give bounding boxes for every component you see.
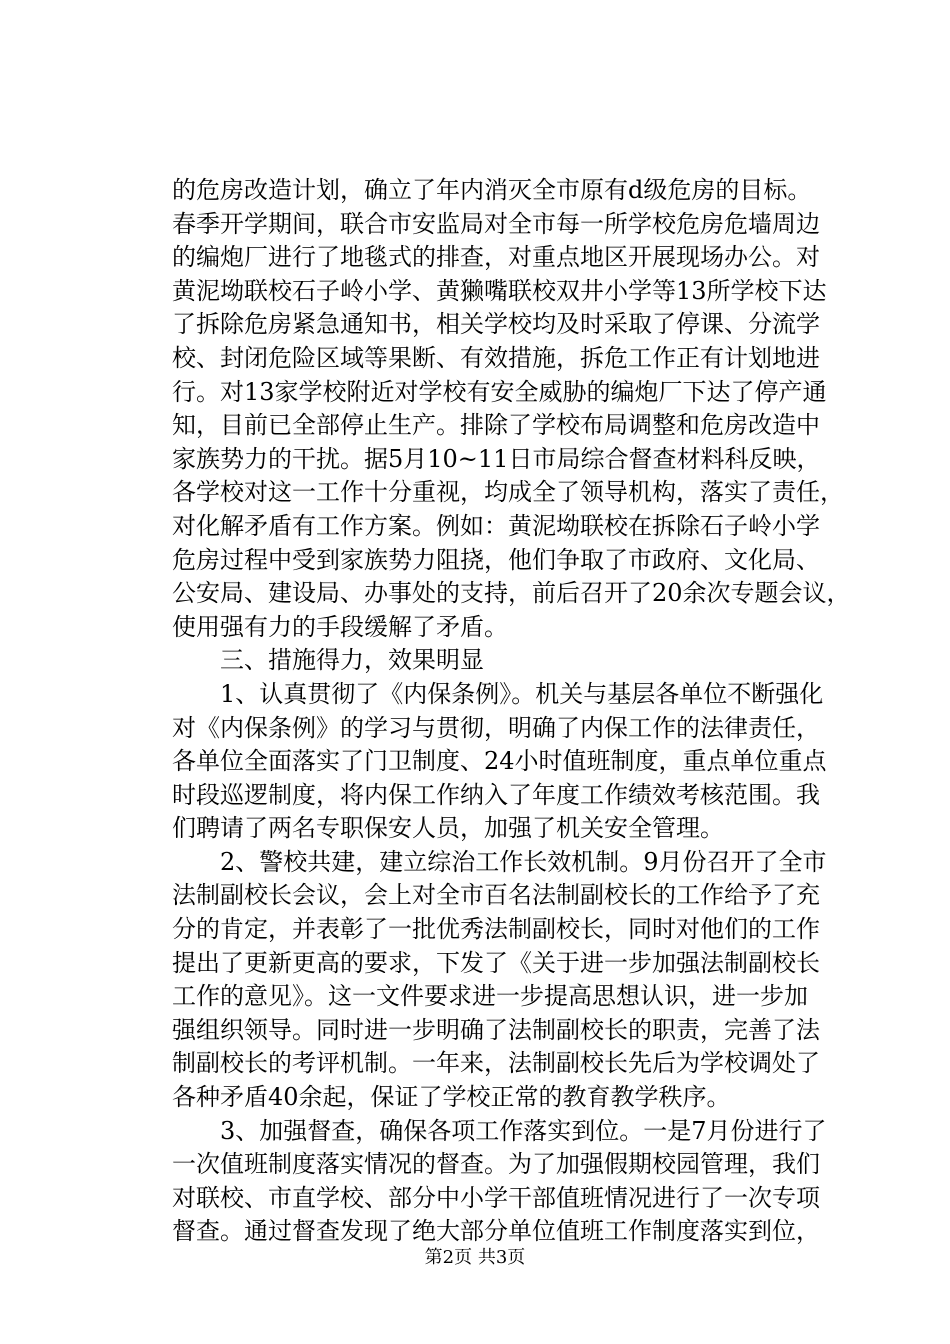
- body-line: 强组织领导。同时进一步明确了法制副校长的职责，完善了法: [172, 1015, 820, 1044]
- body-line: 公安局、建设局、办事处的支持，前后召开了20余次专题会议，: [172, 579, 851, 608]
- body-line: 法制副校长会议，会上对全市百名法制副校长的工作给予了充: [172, 881, 820, 910]
- body-line: 三、措施得力，效果明显: [220, 646, 484, 675]
- body-line: 各单位全面落实了门卫制度、24小时值班制度，重点单位重点: [172, 747, 827, 776]
- body-line: 家族势力的干扰。据5月10~11日市局综合督查材料科反映，: [172, 444, 821, 473]
- body-line: 各种矛盾40余起，保证了学校正常的教育教学秩序。: [172, 1083, 731, 1112]
- body-line: 工作的意见》。这一文件要求进一步提高思想认识，进一步加: [172, 982, 808, 1011]
- body-line: 黄泥坳联校石子岭小学、黄獭嘴联校双井小学等13所学校下达: [172, 276, 827, 305]
- body-line: 分的肯定，并表彰了一批优秀法制副校长，同时对他们的工作: [172, 915, 820, 944]
- page-footer: 第2页 共3页: [424, 1247, 526, 1268]
- document-body: [172, 174, 851, 1249]
- body-line: 使用强有力的手段缓解了矛盾。: [172, 612, 508, 641]
- body-line: 提出了更新更高的要求，下发了《关于进一步加强法制副校长: [172, 948, 820, 977]
- body-line: 的编炮厂进行了地毯式的排查，对重点地区开展现场办公。对: [172, 243, 820, 272]
- body-line: 1、认真贯彻了《内保条例》。机关与基层各单位不断强化: [220, 679, 824, 708]
- body-line: 知，目前已全部停止生产。排除了学校布局调整和危房改造中: [172, 411, 820, 440]
- body-line: 2、警校共建，建立综治工作长效机制。9月份召开了全市: [220, 847, 827, 876]
- body-line: 3、加强督查，确保各项工作落实到位。一是7月份进行了: [220, 1116, 827, 1145]
- body-line: 危房过程中受到家族势力阻挠，他们争取了市政府、文化局、: [172, 545, 820, 574]
- body-line: 各学校对这一工作十分重视，均成全了领导机构，落实了责任，: [172, 478, 844, 507]
- body-line: 春季开学期间，联合市安监局对全市每一所学校危房危墙周边: [172, 209, 820, 238]
- body-line: 行。对13家学校附近对学校有安全威胁的编炮厂下达了停产通: [172, 377, 827, 406]
- body-line: 一次值班制度落实情况的督查。为了加强假期校园管理，我们: [172, 1150, 820, 1179]
- body-line: 了拆除危房紧急通知书，相关学校均及时采取了停课、分流学: [172, 310, 820, 339]
- body-line: 对联校、市直学校、部分中小学干部值班情况进行了一次专项: [172, 1183, 820, 1212]
- body-line: 制副校长的考评机制。一年来，法制副校长先后为学校调处了: [172, 1049, 820, 1078]
- body-line: 对《内保条例》的学习与贯彻，明确了内保工作的法律责任，: [172, 713, 820, 742]
- body-line: 们聘请了两名专职保安人员，加强了机关安全管理。: [172, 814, 724, 843]
- body-line: 对化解矛盾有工作方案。例如：黄泥坳联校在拆除石子岭小学: [172, 511, 820, 540]
- body-line: 督查。通过督查发现了绝大部分单位值班工作制度落实到位，: [172, 1217, 820, 1246]
- body-line: 时段巡逻制度，将内保工作纳入了年度工作绩效考核范围。我: [172, 780, 820, 809]
- body-line: 校、封闭危险区域等果断、有效措施，拆危工作正有计划地进: [172, 343, 820, 372]
- body-line: 的危房改造计划，确立了年内消灭全市原有d级危房的目标。: [172, 176, 812, 204]
